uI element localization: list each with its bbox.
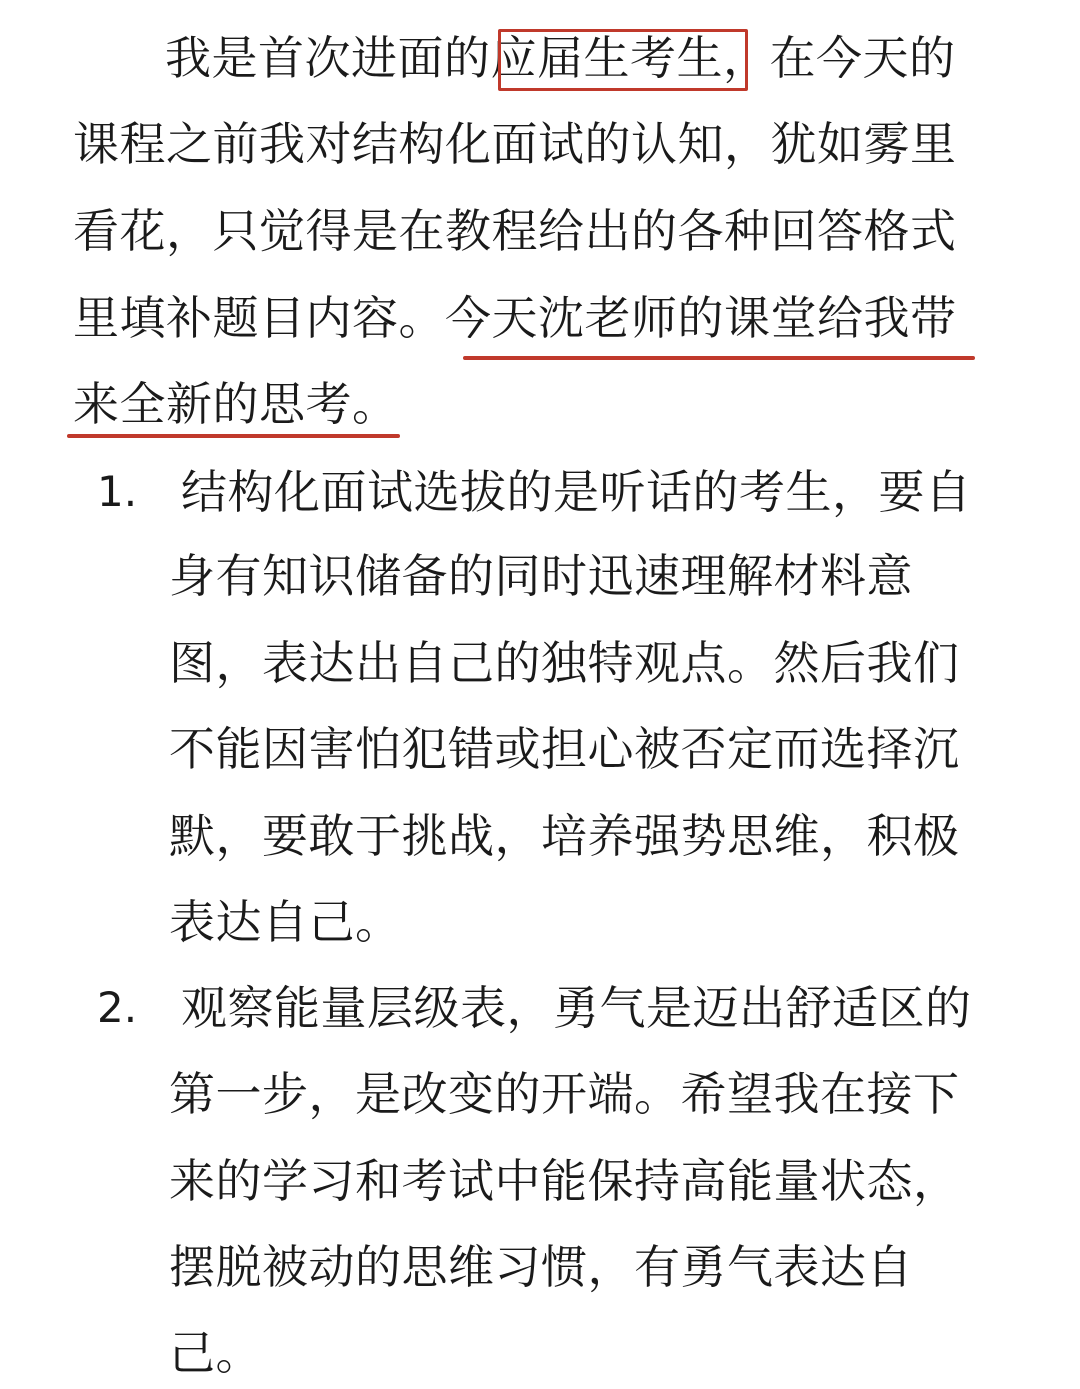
- list-item-2-line-2: 第一步，是改变的开端。希望我在接下: [169, 1067, 960, 1121]
- list-item-1-line-4: 不能因害怕犯错或担心被否定而选择沉: [169, 722, 960, 776]
- intro-line-3: 看花，只觉得是在教程给出的各种回答格式: [73, 204, 957, 258]
- intro-line-1: 我是首次进面的应届生考生，在今天的: [165, 31, 956, 85]
- list-item-1-line-5: 默，要敢于挑战，培养强势思维，积极: [169, 809, 960, 863]
- list-item-2-line-3: 来的学习和考试中能保持高能量状态，: [169, 1154, 960, 1208]
- underline-annotation-1: [463, 356, 975, 360]
- list-item-1-line-3: 图，表达出自己的独特观点。然后我们: [169, 636, 960, 690]
- list-item-2-number: 2.: [97, 983, 138, 1032]
- underline-annotation-2: [67, 434, 400, 438]
- list-item-1-line-6: 表达自己。: [169, 895, 402, 949]
- list-item-1-line-2: 身有知识储备的同时迅速理解材料意: [169, 549, 913, 603]
- highlight-box-annotation: [498, 29, 748, 91]
- list-item-1-number: 1.: [97, 467, 138, 516]
- list-item-2-line-1: 观察能量层级表，勇气是迈出舒适区的: [181, 981, 972, 1035]
- list-item-1-line-1: 结构化面试选拔的是听话的考生，要自: [181, 465, 972, 519]
- list-item-2-line-4: 摆脱被动的思维习惯，有勇气表达自: [169, 1240, 913, 1294]
- intro-line-5: 来全新的思考。: [73, 377, 399, 431]
- list-item-2-line-5: 己。: [169, 1326, 262, 1380]
- intro-line-4: 里填补题目内容。今天沈老师的课堂给我带: [73, 291, 957, 345]
- intro-line-2: 课程之前我对结构化面试的认知，犹如雾里: [73, 117, 957, 171]
